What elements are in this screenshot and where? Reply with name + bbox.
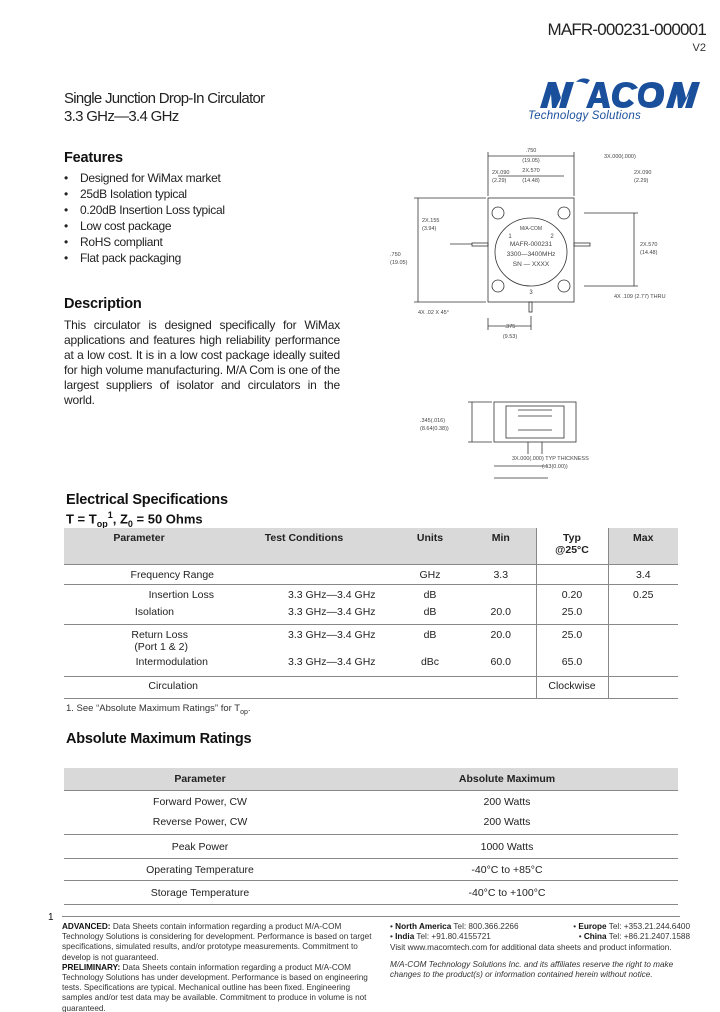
- dim-side-note-mm: (.13(0.00)): [542, 464, 568, 470]
- col-min: Min: [491, 532, 510, 544]
- list-item: • Low cost package: [64, 218, 225, 234]
- product-title: Single Junction Drop-In Circulator: [64, 90, 265, 107]
- footer-visit: Visit www.macomtech.com for additional data sheets and product information.: [390, 943, 672, 953]
- table-row: Intermodulation 3.3 GHz—3.4 GHz dBc 60.0 65.0: [64, 656, 678, 676]
- dim-hole-spacing-mm: (14.48): [522, 178, 540, 184]
- port-3-label: 3: [529, 290, 533, 296]
- table-row: Reverse Power, CW 200 Watts: [152, 816, 531, 828]
- page-number: 1: [48, 912, 54, 923]
- list-item: • 25dB Isolation typical: [64, 186, 225, 202]
- mechanical-drawing: [388, 146, 708, 492]
- dim-height-left: .750: [390, 252, 401, 258]
- abs-max-heading: Absolute Maximum Ratings: [66, 731, 252, 747]
- body-model: MAFR-000231: [509, 241, 553, 248]
- features-list: [64, 170, 225, 266]
- dim-top-width-mm: (19.05): [522, 158, 540, 164]
- list-item: • 0.20dB Insertion Loss typical: [64, 202, 225, 218]
- dim-right-spacing-mm: (14.48): [640, 250, 658, 256]
- part-number: MAFR-000231-000001: [547, 20, 706, 39]
- table-header-row: [64, 768, 678, 790]
- port-1-label: 1: [508, 234, 512, 240]
- footer-disclaimer: ADVANCED: Data Sheets contain information regarding a product M/A-COM Technology Solutions is considering for development. Performance is based on target specifications, simulated results, and/or prototype measurements. Commitment to develop is not guaranteed. PRELIMINARY: Data Sheets contain information regarding a product M/A-COM Technology Solutions has under development. Performance is based on engineering tests. Specifications are typical. Mechanical outline has been fixed. Engineering samples and/or test data may be available. Commitment to produce in volume is not guaranteed.: [62, 922, 372, 1012]
- electrical-spec-table: [64, 528, 678, 699]
- description-heading: Description: [64, 296, 142, 312]
- dim-chamfer: 4X .02 X 45°: [418, 310, 449, 316]
- dim-right-hole-dia: 2X.090: [634, 170, 652, 176]
- table-row: Circulation Clockwise: [64, 676, 678, 698]
- logo-tagline: Technology Solutions: [528, 110, 641, 122]
- dim-thru-note: 4X .109 (2.77) THRU: [614, 294, 666, 300]
- features-heading: Features: [64, 150, 123, 166]
- dim-height-left-mm: (19.05): [390, 260, 408, 266]
- table-row: Frequency Range GHz 3.3 3.4: [64, 564, 678, 584]
- dim-side-height-mm: (8.64(0.38)): [420, 426, 449, 432]
- list-item: • Flat pack packaging: [64, 250, 225, 266]
- product-frequency: 3.3 GHz—3.4 GHz: [64, 108, 179, 125]
- version-label: V2: [692, 42, 706, 54]
- col-absolute-maximum: Absolute Maximum: [458, 773, 556, 785]
- dim-hole-dia-mm: (2.29): [492, 178, 507, 184]
- dim-pad-note: 3X.000(.000): [604, 154, 636, 160]
- dim-side-height: .345(.016): [420, 418, 446, 424]
- body-sn: SN — XXXX: [512, 261, 550, 268]
- table-row: Return Loss (Port 1 & 2) 3.3 GHz—3.4 GHz dB 20.0 25.0: [64, 624, 678, 656]
- list-item: • Designed for WiMax market: [64, 170, 225, 186]
- dim-right-spacing: 2X.570: [640, 242, 658, 248]
- col-typ: Typ @25°C: [536, 528, 608, 564]
- col-parameter: Parameter: [113, 532, 165, 544]
- table-row: Storage Temperature -40°C to +100°C: [64, 880, 678, 904]
- dim-hole-dia: 2X.090: [492, 170, 510, 176]
- test-conditions-line: $T = T_{op}^1$, $Z_0 = 50$ Ohms: [66, 510, 203, 529]
- footer-divider: [62, 916, 680, 917]
- electrical-heading: Electrical Specifications: [66, 492, 228, 508]
- dim-bottom: .375: [504, 324, 516, 330]
- dim-side-note: 3X.000(.000) TYP THICKNESS: [512, 456, 589, 462]
- dim-bottom-mm: (9.53): [502, 334, 518, 340]
- list-item: • RoHS compliant: [64, 234, 225, 250]
- dim-hole-spacing: 2X.570: [522, 168, 540, 174]
- table-header-row: [64, 528, 678, 564]
- dim-pin-len: 2X.155: [422, 218, 440, 224]
- dim-pin-len-mm: (3.94): [422, 226, 437, 232]
- table-row: Peak Power 1000 Watts: [64, 834, 678, 858]
- footer-contacts: • North America Tel: 800.366.2266 • Europe Tel: +353.21.244.6400 • India Tel: +91.80.4155721 • China Tel: +86.21.2407.1588 Visit www.macomtech.com for additional data sheets and product information. M/A-COM Technology Solutions Inc. and its affiliates reserve the right to make changes to the product(s) or information contained herein without notice.: [390, 922, 690, 979]
- abs-max-table: [64, 768, 678, 905]
- body-brand: M/A-COM: [519, 226, 543, 232]
- col-max: Max: [633, 532, 654, 544]
- description-text: This circulator is designed specifically for WiMax applications and features high reliability performance at a low cost. It is in a low cost package ideally suited for high volume manufacturing. M/A Com is one of the largest suppliers of isolator and circulators in the world.: [64, 318, 340, 407]
- col-parameter: Parameter: [174, 773, 226, 785]
- dim-right-hole-dia-mm: (2.29): [634, 178, 649, 184]
- col-test-conditions: Test Conditions: [264, 532, 344, 544]
- port-2-label: 2: [550, 234, 554, 240]
- table-row: Insertion Loss 3.3 GHz—3.4 GHz dB 0.20 0.25: [64, 584, 678, 604]
- footnote: 1. See “Absolute Maximum Ratings” for $T_{op}$.: [66, 703, 251, 716]
- table-row: Operating Temperature -40°C to +85°C: [64, 858, 678, 880]
- dim-top-width: .750: [525, 148, 537, 154]
- body-freq: 3300—3400MHz: [506, 251, 556, 258]
- table-row: Forward Power, CW 200 Watts: [64, 790, 678, 812]
- footer-rights: M/A-COM Technology Solutions Inc. and its affiliates reserve the right to make changes to the product(s) or information contained herein without notice.: [390, 959, 674, 979]
- table-row: Isolation 3.3 GHz—3.4 GHz dB 20.0 25.0: [64, 604, 678, 624]
- col-units: Units: [416, 532, 444, 544]
